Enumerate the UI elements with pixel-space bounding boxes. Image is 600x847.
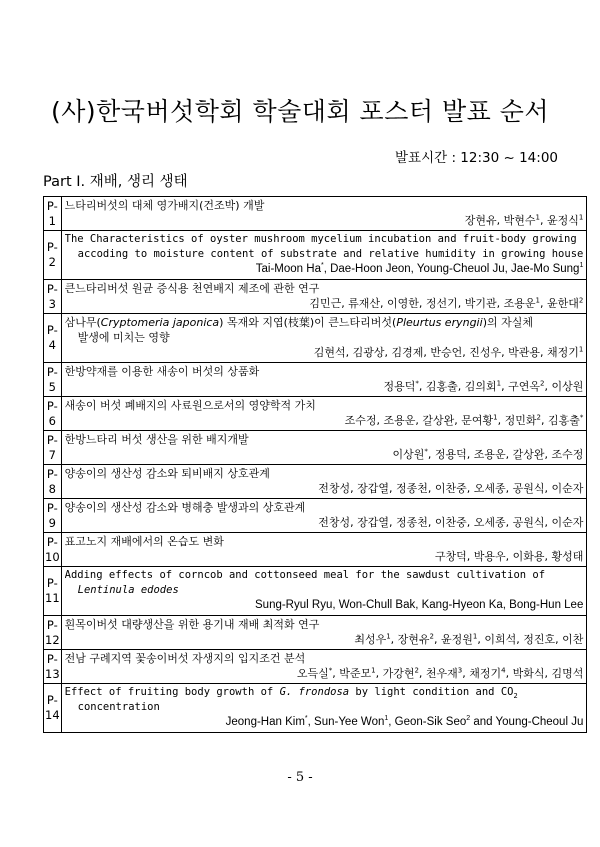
poster-number: P-11 (44, 567, 62, 616)
presentation-time: 발표시간 : 12:30 ~ 14:00 (395, 150, 558, 166)
page-title: (사)한국버섯학회 학술대회 포스터 발표 순서 (51, 97, 549, 126)
table-row (44, 616, 587, 650)
poster-authors: Sung-Ryul Ryu, Won-Chull Bak, Kang-Hyeon Ka, Bong-Hun Lee (255, 599, 584, 611)
poster-entry (61, 197, 587, 231)
table-row (44, 363, 587, 397)
table-row (44, 197, 587, 231)
poster-number: P-3 (44, 280, 62, 314)
poster-number: P-2 (44, 231, 62, 280)
table-row (44, 231, 587, 280)
poster-title: Adding effects of corncob and cottonseed meal for the sawdust cultivation of (64, 569, 546, 581)
poster-entry (61, 314, 587, 363)
poster-entry (61, 431, 587, 465)
poster-entry (61, 465, 587, 499)
poster-authors: 전창성, 장갑열, 정종천, 이찬중, 오세종, 공원식, 이순자 (318, 482, 584, 495)
poster-title: 한방느타리 버섯 생산을 위한 배지개발 (64, 433, 249, 446)
table-row (44, 397, 587, 431)
poster-authors: 장현유, 박현수$^1$, 윤정식$^1$ (464, 213, 584, 227)
table-row (44, 465, 587, 499)
poster-title: 양송이의 생산성 감소와 병해충 발생과의 상호관계 (64, 501, 306, 514)
poster-number: P-9 (44, 499, 62, 533)
poster-entry (61, 684, 587, 733)
poster-authors: 김현석, 김광상, 김경제, 반승언, 진성우, 박관용, 채정기$^1$ (313, 345, 584, 359)
poster-title: 발생에 미치는 영향 (77, 331, 170, 344)
poster-title: Effect of fruiting body growth of G. frondosa by light condition and $CO_2$ (64, 686, 518, 700)
poster-title: 큰느타리버섯 원균 증식용 천연배지 제조에 관한 연구 (64, 282, 320, 295)
poster-authors: 오득실*, 박준모$^1$, 가강현$^2$, 천우재$^3$, 채정기$^4$, 박화식, 김명석 (296, 666, 584, 680)
poster-title: 느타리버섯의 대체 영가배지(건조박) 개발 (64, 199, 265, 212)
poster-authors: 조수정, 조용운, 갈상완, 문여황$^1$, 정민화$^2$, 김홍출* (344, 413, 584, 427)
poster-title: 표고노지 재배에서의 온습도 변화 (64, 535, 224, 548)
poster-authors: 이상원*, 정용덕, 조용운, 갈상완, 조수정 (392, 447, 584, 461)
poster-entry (61, 363, 587, 397)
poster-title: 한방약재를 이용한 새송이 버섯의 상품화 (64, 365, 260, 378)
poster-authors: 정용덕*, 김홍출, 김의회$^1$, 구연옥$^2$, 이상원 (383, 379, 584, 393)
table-row (44, 650, 587, 684)
poster-entry (61, 533, 587, 567)
table-row (44, 567, 587, 616)
poster-entry (61, 616, 587, 650)
poster-entry (61, 499, 587, 533)
poster-title: 흰목이버섯 대량생산을 위한 용기내 재배 최적화 연구 (64, 618, 320, 631)
poster-title: 양송이의 생산성 감소와 퇴비배지 상호관계 (64, 467, 270, 480)
poster-authors: 최성우$^1$, 장현유$^2$, 윤정원$^1$, 이희석, 정진호, 이찬 (354, 632, 584, 646)
table-row (44, 684, 587, 733)
table-row (44, 314, 587, 363)
poster-title: The Characteristics of oyster mushroom mycelium incubation and fruit-body growing (64, 233, 577, 245)
poster-entry (61, 231, 587, 280)
poster-entry (61, 567, 587, 616)
poster-title: 전남 구례지역 꽃송이버섯 자생지의 입지조건 분석 (64, 652, 306, 665)
poster-schedule-table (43, 196, 587, 733)
poster-number: P-14 (44, 684, 62, 733)
poster-number: P-10 (44, 533, 62, 567)
poster-number: P-12 (44, 616, 62, 650)
poster-number: P-4 (44, 314, 62, 363)
poster-entry (61, 280, 587, 314)
poster-number: P-5 (44, 363, 62, 397)
poster-title: 삼나무(Cryptomeria japonica) 목재와 지엽(枝葉)이 큰느타리버섯(Pleurtus eryngii)의 자실체 (64, 316, 533, 329)
poster-number: P-6 (44, 397, 62, 431)
table-row (44, 431, 587, 465)
table-row (44, 280, 587, 314)
poster-title: concentration (77, 701, 160, 713)
poster-authors: Jeong-Han Kim*, Sun-Yee Won$^1$, Geon-Sik Seo$^2$ and Young-Cheoul Ju (225, 715, 584, 728)
poster-authors: Tai-Moon Ha*, Dae-Hoon Jeon, Young-Cheuol Ju, Jae-Mo Sung$^1$ (255, 262, 584, 275)
poster-title: Lentinula edodes (77, 584, 179, 596)
poster-title: 새송이 버섯 폐배지의 사료원으로서의 영양학적 가치 (64, 399, 316, 412)
page-number: - 5 - (287, 770, 313, 785)
poster-number: P-13 (44, 650, 62, 684)
table-row (44, 499, 587, 533)
poster-authors: 김민근, 류재산, 이영한, 정선기, 박기관, 조용운$^1$, 윤한대$^2$ (309, 296, 584, 310)
poster-entry (61, 650, 587, 684)
poster-entry (61, 397, 587, 431)
poster-title: accoding to moisture content of substrate and relative humidity in growing house (77, 248, 584, 260)
poster-number: P-8 (44, 465, 62, 499)
section-heading: Part Ⅰ. 재배, 생리 생태 (43, 174, 188, 190)
poster-authors: 구창덕, 박용우, 이화용, 황성태 (434, 550, 584, 563)
poster-authors: 전창성, 장갑열, 정종천, 이찬중, 오세종, 공원식, 이순자 (318, 516, 584, 529)
table-row (44, 533, 587, 567)
poster-number: P-7 (44, 431, 62, 465)
poster-number: P-1 (44, 197, 62, 231)
